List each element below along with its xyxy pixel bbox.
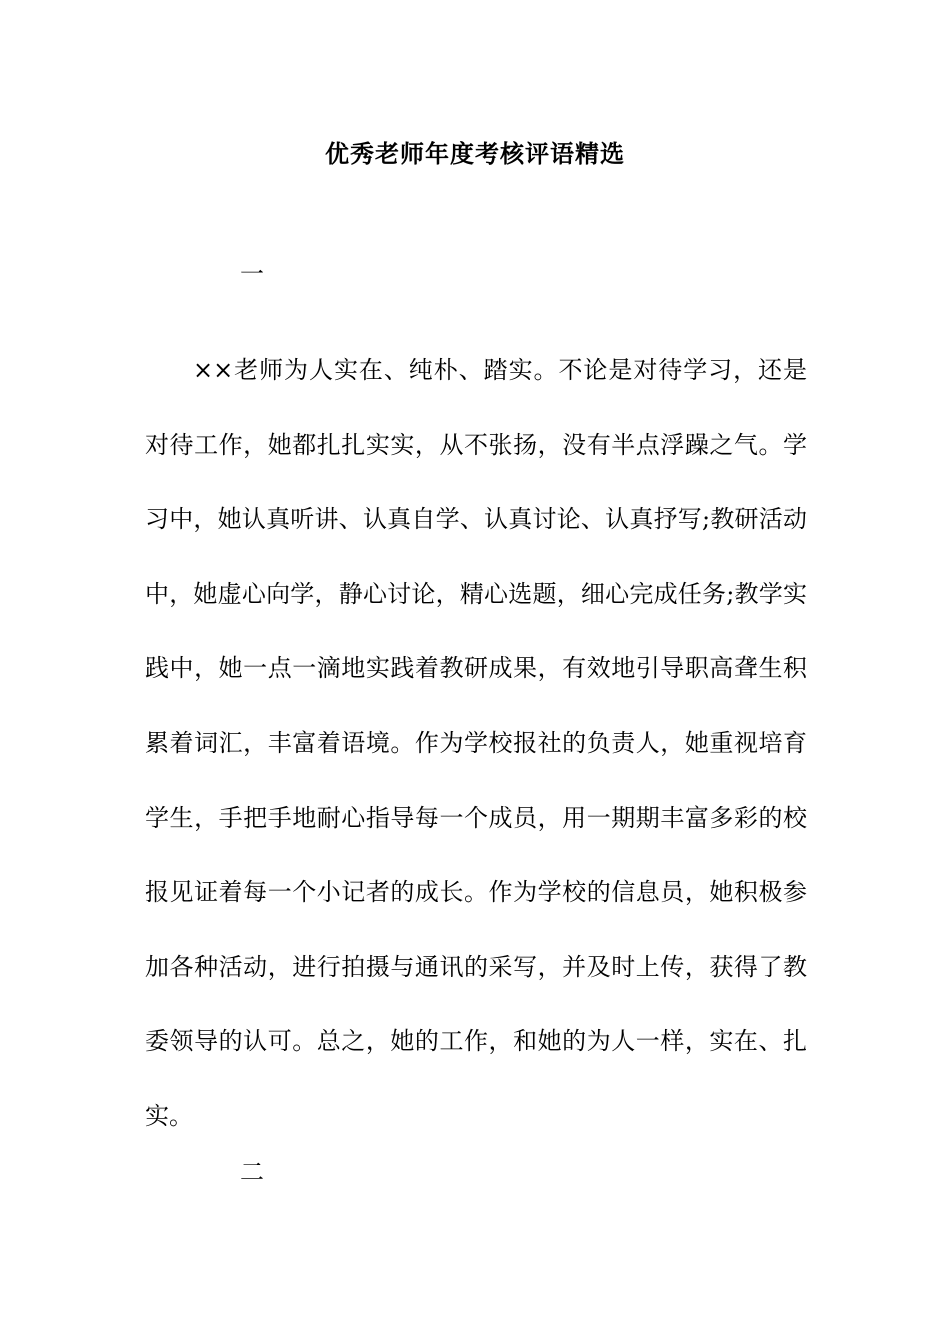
document-title: 优秀老师年度考核评语精选	[325, 139, 625, 168]
section-heading-1: 一	[240, 260, 264, 288]
section-paragraph-1: ××老师为人实在、纯朴、踏实。不论是对待学习，还是对待工作，她都扎扎实实，从不张扬，没有半点浮躁之气。学习中，她认真听讲、认真自学、认真讨论、认真抒写;教研活动中，她虚心向学，静心讨论，精心选题，细心完成任务;教学实践中，她一点一滴地实践着教研成果，有效地引导职高聋生积累着词汇，丰富着语境。作为学校报社的负责人，她重视培育学生，手把手地耐心指导每一个成员，用一期期丰富多彩的校报见证着每一个小记者的成长。作为学校的信息员，她积极参加各种活动，进行拍摄与通讯的采写，并及时上传，获得了教委领导的认可。总之，她的工作，和她的为人一样，实在、扎实。	[145, 356, 807, 1130]
section-heading-2: 二	[240, 1158, 264, 1186]
